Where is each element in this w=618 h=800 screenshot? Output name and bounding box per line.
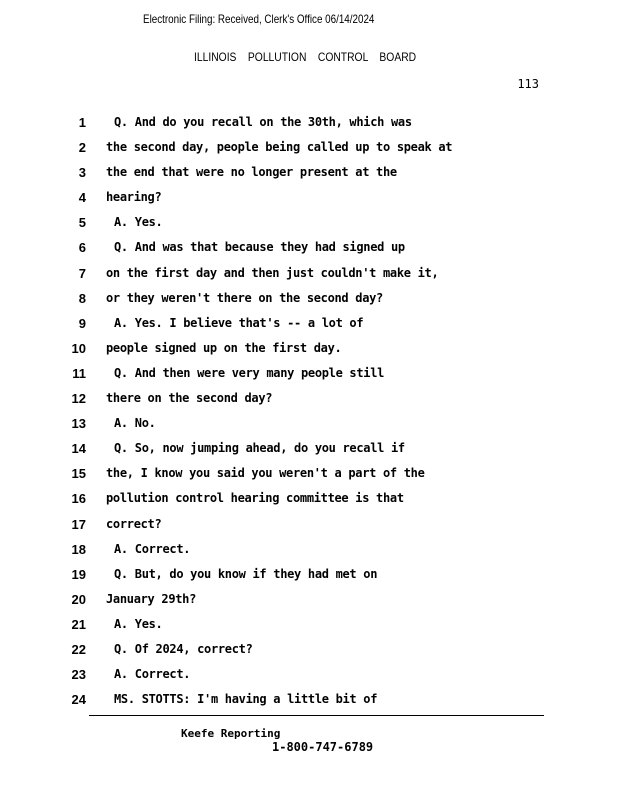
- line-number: 4: [78, 190, 86, 206]
- line-text: A. Correct.: [114, 667, 191, 682]
- transcript-line: [0, 110, 618, 135]
- line-text: Q. And was that because they had signed up: [114, 240, 405, 255]
- line-text: or they weren't there on the second day?: [106, 290, 383, 305]
- transcript-line: [0, 436, 618, 461]
- transcript-line: [0, 210, 618, 235]
- line-number: 22: [71, 641, 86, 657]
- transcript-line: [0, 235, 618, 260]
- line-text: A. Yes. I believe that's -- a lot of: [114, 315, 364, 330]
- transcript-line: [0, 562, 618, 587]
- line-text: Q. And do you recall on the 30th, which was: [114, 115, 412, 129]
- transcript-line: [0, 411, 618, 436]
- line-number: 3: [78, 165, 86, 181]
- line-text: Q. And then were very many people still: [114, 365, 385, 380]
- footer-divider: [89, 715, 544, 716]
- line-number: 1: [78, 115, 86, 130]
- transcript-line: [0, 587, 618, 612]
- transcript-line: [0, 336, 618, 361]
- line-number: 10: [71, 340, 86, 356]
- transcript-line: [0, 361, 618, 386]
- line-number: 11: [72, 365, 86, 381]
- transcript-line: [0, 637, 618, 662]
- line-text: the second day, people being called up to speak at: [106, 140, 453, 155]
- line-number: 2: [78, 140, 86, 156]
- line-number: 12: [71, 391, 86, 407]
- transcript-line: [0, 687, 618, 712]
- line-number: 19: [71, 566, 86, 582]
- filing-stamp: Electronic Filing: Received, Clerk's Office 06/14/2024: [143, 12, 375, 26]
- line-text: A. No.: [114, 416, 156, 431]
- line-number: 18: [71, 541, 86, 557]
- transcript-line: [0, 512, 618, 537]
- board-title: ILLINOIS POLLUTION CONTROL BOARD: [194, 50, 417, 64]
- reporter-name: Keefe Reporting: [181, 727, 281, 740]
- line-number: 20: [71, 591, 86, 607]
- transcript-line: [0, 311, 618, 336]
- transcript-line: [0, 261, 618, 286]
- line-text: A. Yes.: [114, 616, 163, 631]
- line-number: 23: [71, 667, 86, 683]
- line-text: on the first day and then just couldn't make it,: [106, 265, 439, 280]
- transcript-line: [0, 461, 618, 486]
- line-text: January 29th?: [106, 591, 197, 606]
- line-text: A. Correct.: [114, 541, 191, 556]
- line-text: people signed up on the first day.: [106, 340, 342, 355]
- line-text: the end that were no longer present at the: [106, 165, 397, 180]
- line-text: A. Yes.: [114, 215, 163, 230]
- line-number: 17: [71, 516, 86, 532]
- line-text: hearing?: [106, 190, 162, 205]
- line-number: 24: [71, 692, 86, 708]
- line-number: 5: [78, 215, 86, 231]
- transcript-line: [0, 386, 618, 411]
- line-number: 14: [71, 441, 86, 457]
- line-number: 13: [71, 416, 86, 432]
- transcript-line: [0, 185, 618, 210]
- line-number: 7: [78, 265, 86, 281]
- line-text: the, I know you said you weren't a part of the: [106, 466, 425, 481]
- line-text: Q. Of 2024, correct?: [114, 641, 253, 656]
- page-number: 113: [517, 77, 539, 91]
- line-number: 15: [71, 466, 86, 482]
- line-text: correct?: [106, 516, 162, 531]
- line-number: 8: [78, 290, 86, 306]
- transcript-line: [0, 135, 618, 160]
- transcript-line: [0, 486, 618, 511]
- transcript-line: [0, 286, 618, 311]
- transcript-line: [0, 662, 618, 687]
- line-text: MS. STOTTS: I'm having a little bit of: [114, 692, 378, 707]
- line-text: Q. But, do you know if they had met on: [114, 566, 378, 581]
- line-text: Q. So, now jumping ahead, do you recall if: [114, 441, 405, 456]
- transcript-line: [0, 160, 618, 185]
- transcript-line: [0, 612, 618, 637]
- line-number: 6: [78, 240, 86, 256]
- line-number: 21: [71, 616, 86, 632]
- line-text: there on the second day?: [106, 391, 273, 406]
- transcript-lines: [0, 110, 618, 712]
- line-number: 16: [71, 491, 86, 507]
- transcript-line: [0, 537, 618, 562]
- line-number: 9: [78, 315, 86, 331]
- reporter-phone: 1-800-747-6789: [272, 740, 374, 754]
- line-text: pollution control hearing committee is that: [106, 491, 404, 506]
